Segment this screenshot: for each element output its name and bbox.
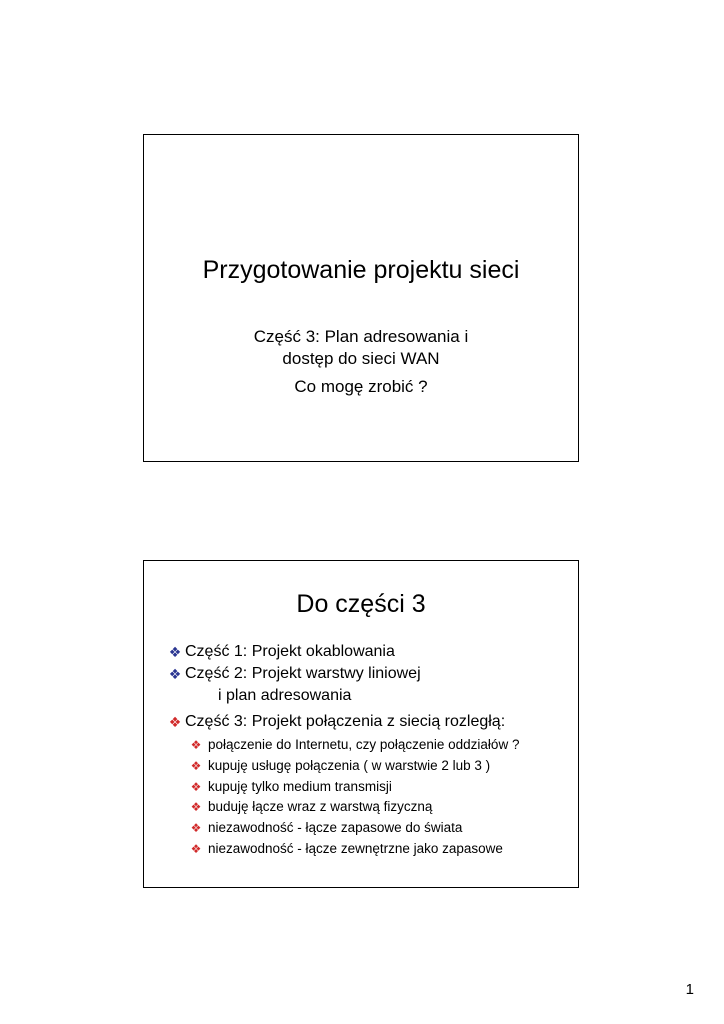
four-diamond-bullet-icon: ❖ bbox=[190, 821, 202, 836]
list-item-text: Część 3: Projekt połączenia z siecią rozległą: bbox=[185, 713, 506, 730]
sub-list-item-text: kupuję usługę połączenia ( w warstwie 2 lub 3 ) bbox=[208, 757, 491, 773]
sub-list-item-text: połączenie do Internetu, czy połączenie oddziałów ? bbox=[208, 737, 520, 752]
subtitle-line-1: Część 3: Plan adresowania i bbox=[253, 327, 469, 346]
page-number: 1 bbox=[685, 981, 694, 998]
four-diamond-bullet-icon: ❖ bbox=[168, 644, 182, 660]
sub-list-item-text: buduję łącze wraz z warstwą fizyczną bbox=[208, 799, 433, 815]
four-diamond-bullet-icon: ❖ bbox=[190, 800, 202, 815]
four-diamond-bullet-icon: ❖ bbox=[190, 758, 202, 773]
subtitle-line-3: Co mogę zrobić ? bbox=[294, 377, 428, 396]
four-diamond-bullet-icon: ❖ bbox=[168, 666, 182, 682]
slide-1 bbox=[143, 134, 579, 462]
slide-1-subtitle bbox=[144, 326, 578, 398]
sub-list-item-text: niezawodność - łącze zapasowe do świata bbox=[208, 820, 463, 836]
four-diamond-bullet-icon: ❖ bbox=[190, 779, 202, 794]
four-diamond-bullet-icon: ❖ bbox=[190, 738, 202, 752]
sub-list-item-text: niezawodność - łącze zewnętrzne jako zapasowe bbox=[208, 840, 503, 856]
slide-1-title: Przygotowanie projektu sieci bbox=[202, 256, 520, 284]
four-diamond-bullet-icon: ❖ bbox=[168, 714, 182, 730]
slide-2 bbox=[143, 560, 579, 888]
slide-2-title: Do części 3 bbox=[296, 590, 426, 618]
subtitle-line-2: dostęp do sieci WAN bbox=[282, 349, 440, 368]
sub-list-item-text: kupuję tylko medium transmisji bbox=[208, 778, 392, 794]
list-item-text: Część 2: Projekt warstwy liniowej bbox=[185, 665, 421, 682]
list-item-text: i plan adresowania bbox=[218, 687, 352, 704]
list-item-text: Część 1: Projekt okablowania bbox=[185, 643, 395, 660]
four-diamond-bullet-icon: ❖ bbox=[190, 841, 202, 856]
